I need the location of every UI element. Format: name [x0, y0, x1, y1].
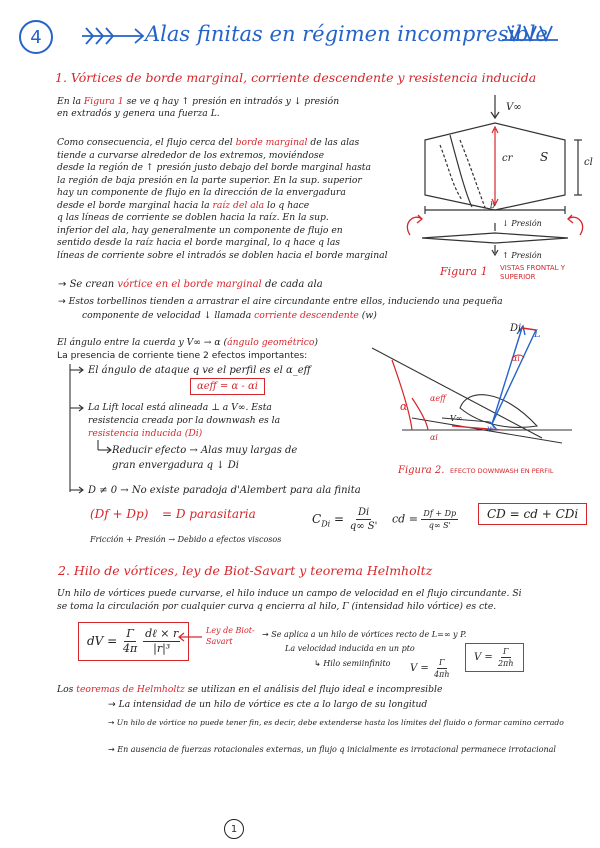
bullet1-text-b: de cada ala: [264, 279, 323, 290]
cdi-num: Di: [358, 507, 370, 518]
figure2-caption-label: Figura 2.: [398, 465, 445, 476]
para-text-a: Como consecuencia, el flujo cerca del: [57, 137, 233, 148]
effect2-line2: resistencia creada por la downwash es la: [88, 415, 281, 426]
effect2-reduce2: gran envergadura q ↓ Di: [112, 460, 239, 471]
fig2-alpha-eff-label: αeff: [430, 394, 446, 403]
fig1-presion-bottom: ↑ Presión: [502, 251, 542, 260]
para-line: sentido desde la raíz hacia el borde marginal, lo q hace q las: [57, 237, 341, 248]
fig1-b-label: b: [490, 201, 496, 210]
arrow-hook-icon: ↳: [314, 659, 321, 668]
helm-item-text: En ausencia de fuerzas rotacionales externas, un flujo q inicialmente es irrotacional permanece irrotacional: [117, 745, 556, 754]
angle-text-a: El ángulo entre la cuerda y V∞ → α (: [57, 337, 228, 348]
apply-line: [262, 629, 466, 640]
vel-line: La velocidad inducida en un pto: [285, 644, 415, 653]
para-text-b: de las alas: [310, 137, 360, 148]
section2-line1: Un hilo de vórtices puede curvarse, el hilo induce un campo de velocidad en el flujo circundante. Si: [57, 588, 522, 599]
helm-item-1: [108, 699, 427, 712]
biot-savart-formula: [78, 622, 189, 661]
cd-symbol: cd =: [392, 512, 418, 526]
term-angulo-geometrico: ángulo geométrico: [227, 337, 315, 348]
effect2-line1: La Lift local está alineada ⊥ a V∞. Esta: [88, 402, 272, 413]
fig2-alpha-label: α: [400, 400, 408, 413]
effects-bracket: [60, 362, 90, 502]
biot-num2: dℓ × r: [145, 627, 179, 640]
fig2-alpha-i-bottom: αi: [430, 433, 438, 442]
effect3-text: D ≠ 0 → No existe paradoja d'Alembert para ala finita: [88, 485, 361, 496]
arrow-right-icon: →: [108, 745, 115, 754]
infinite-formula: [465, 643, 524, 672]
para-line: inferior del ala, hay generalmente un componente de flujo en: [57, 224, 343, 236]
bullet2-text-a: componente de velocidad ↓ llamada: [82, 310, 252, 321]
section2-line2: se toma la circulación por cualquier curva q encierra al hilo, Γ (intensidad hilo vórtice) es cte.: [57, 601, 497, 612]
bullet2-line2: [82, 310, 377, 323]
term-raiz-ala: raíz del ala: [212, 199, 265, 211]
paragraph-flow: [57, 137, 397, 262]
biot-dv: dV =: [87, 634, 118, 648]
helm-text-a: Los: [57, 684, 74, 695]
bullet2-text: Estos torbellinos tienden a arrastrar el aire circundante entre ellos, induciendo una pequeña: [68, 296, 503, 307]
intro-text-b: se ve q hay ↑ presión en intradós y ↓ presión: [126, 96, 340, 107]
arrow-right-icon: →: [58, 279, 67, 290]
fig2-alpha-i-top: αi: [512, 354, 520, 363]
bullet2-line1: [58, 296, 503, 309]
cd-total-formula: CD = cd + CDi: [478, 503, 587, 525]
fig1-s-label: S: [540, 150, 549, 164]
fig1-cr-label: cr: [502, 153, 513, 164]
fig2-l-label: L: [534, 329, 541, 340]
arrow-left-icon: [178, 632, 204, 642]
figure1-link[interactable]: Figura 1: [83, 96, 124, 107]
semi-text: Hilo semiinfinito: [323, 659, 391, 668]
effects-line: La presencia de corriente tiene 2 efectos importantes:: [57, 350, 308, 361]
cdi-sub: Di: [321, 519, 331, 529]
para-line: la región de baja presión en la parte superior. En la sup. superior: [57, 174, 362, 186]
bullet1: [58, 278, 323, 291]
inf-den: 2πh: [497, 659, 514, 668]
helm-item-text: La intensidad de un hilo de vórtice es cte a lo largo de su longitud: [118, 699, 428, 710]
figure1-diagram: [400, 95, 590, 290]
chapter-number-badge: [19, 20, 53, 54]
angle-line: [57, 337, 318, 350]
inf-v: V =: [474, 652, 493, 663]
chapter-title: Alas finitas en régimen incompresible: [145, 22, 548, 46]
term-borde-marginal: borde marginal: [235, 137, 308, 148]
apply-text: Se aplica a un hilo de vórtices recto de L=∞ y P.: [271, 630, 467, 639]
parasite-left: (Df + Dp): [90, 507, 149, 521]
intro-text-a: En la: [57, 96, 81, 107]
fig2-di-label: Di: [510, 323, 522, 334]
parasite-note: Fricción + Presión → Debido a efectos viscosos: [90, 535, 282, 544]
section1-heading: 1. Vórtices de borde marginal, corriente descendente y resistencia inducida: [55, 70, 537, 85]
arrow-right-icon: →: [108, 718, 115, 727]
helmholtz-intro: [57, 684, 442, 697]
effect2-reduce: Reducir efecto → Alas muy largas de: [112, 445, 298, 456]
biot-num1: Γ: [126, 627, 134, 640]
section2-heading: 2. Hilo de vórtices, ley de Biot-Savart y teorema Helmholtz: [58, 563, 433, 578]
parasite-eq: = D parasitaria: [162, 507, 256, 521]
semi-line: [314, 658, 390, 669]
cd-formula: [392, 508, 458, 531]
intro-line2: en extradós y genera una fuerza L.: [57, 108, 220, 119]
cdi-den: q∞ S': [349, 521, 378, 532]
semi-den: 4πh: [433, 670, 450, 679]
effect1-text: El ángulo de ataque q ve el perfil es el α_eff: [88, 365, 311, 376]
para-line: tiende a curvarse alrededor de los extremos, moviéndose: [57, 149, 325, 161]
semi-num: Γ: [438, 658, 445, 667]
term-vortice-borde: vórtice en el borde marginal: [117, 279, 262, 290]
figure2-diagram: [372, 318, 592, 468]
fig2-v-label: V∞: [450, 414, 463, 423]
term-resistencia-inducida: resistencia inducida (Di): [88, 428, 203, 439]
arrow-right-icon: →: [58, 296, 66, 307]
figure2-caption-text: EFECTO DOWNWASH EN PERFIL: [450, 467, 554, 475]
page-number-badge: [224, 819, 244, 839]
feathers-right-icon: [500, 20, 560, 48]
page-number: 1: [230, 823, 238, 835]
term-teoremas-helmholtz: teoremas de Helmholtz: [76, 684, 185, 695]
angle-text-b: ): [314, 337, 318, 348]
para-line: líneas de corriente sobre el intradós se doblen hacia el borde marginal: [57, 249, 388, 261]
fig1-cl-label: cl: [584, 157, 593, 168]
biot-label: Ley de Biot-Savart: [206, 626, 255, 646]
fig1-v-label: V∞: [506, 102, 522, 113]
biot-den1: 4π: [123, 642, 138, 655]
biot-den2: |r|³: [153, 642, 171, 655]
para-line: hay un componente de flujo en la dirección de la envergadura: [57, 187, 346, 198]
cd-num: Df + Dp: [423, 509, 457, 518]
helm-item-text: Un hilo de vórtice no puede tener fin, es decir, debe extenderse hasta los límites del fluido o formar camino cerrado: [116, 718, 564, 727]
figure1-caption-label: Figura 1: [440, 265, 488, 278]
arrow-right-icon: →: [262, 630, 269, 639]
para-text-c: desde el borde marginal hacia la: [57, 199, 210, 211]
alpha-eff-formula: αeff = α - αi: [190, 378, 265, 395]
intro-line1: [57, 96, 339, 109]
para-line: desde la región de ↑ presión justo debajo del borde marginal hasta: [57, 162, 371, 173]
fig1-presion-top: ↓ Presión: [502, 219, 542, 228]
fig2-w-label: w: [487, 424, 494, 433]
arrow-right-icon: →: [108, 699, 116, 710]
helm-item-2: [108, 718, 588, 728]
inf-num: Γ: [502, 647, 509, 656]
helm-text-b: se utilizan en el análisis del flujo ideal e incompresible: [187, 684, 443, 695]
para-text-d: lo q hace: [267, 199, 310, 211]
cdi-formula: $C_{Di}$ = $\frac{Di}{q\infty S'}$: [312, 507, 378, 532]
term-corriente-descendente: corriente descendente: [254, 310, 359, 321]
arrow-feathers-left-icon: [80, 22, 150, 50]
helm-item-3: [108, 744, 588, 755]
bullet2-text-b: (w): [361, 310, 377, 321]
cdi-symbol: C: [312, 512, 322, 526]
cd-den: q∞ S': [428, 521, 451, 530]
semi-formula: [410, 657, 451, 680]
figure1-caption-text: VISTAS FRONTAL Y SUPERIOR: [500, 264, 566, 281]
chapter-number: 4: [30, 26, 42, 48]
bullet1-text-a: Se crean: [69, 279, 115, 290]
para-line: q las líneas de corriente se doblen hacia la raíz. En la sup.: [57, 212, 329, 223]
semi-v: V =: [410, 663, 429, 674]
